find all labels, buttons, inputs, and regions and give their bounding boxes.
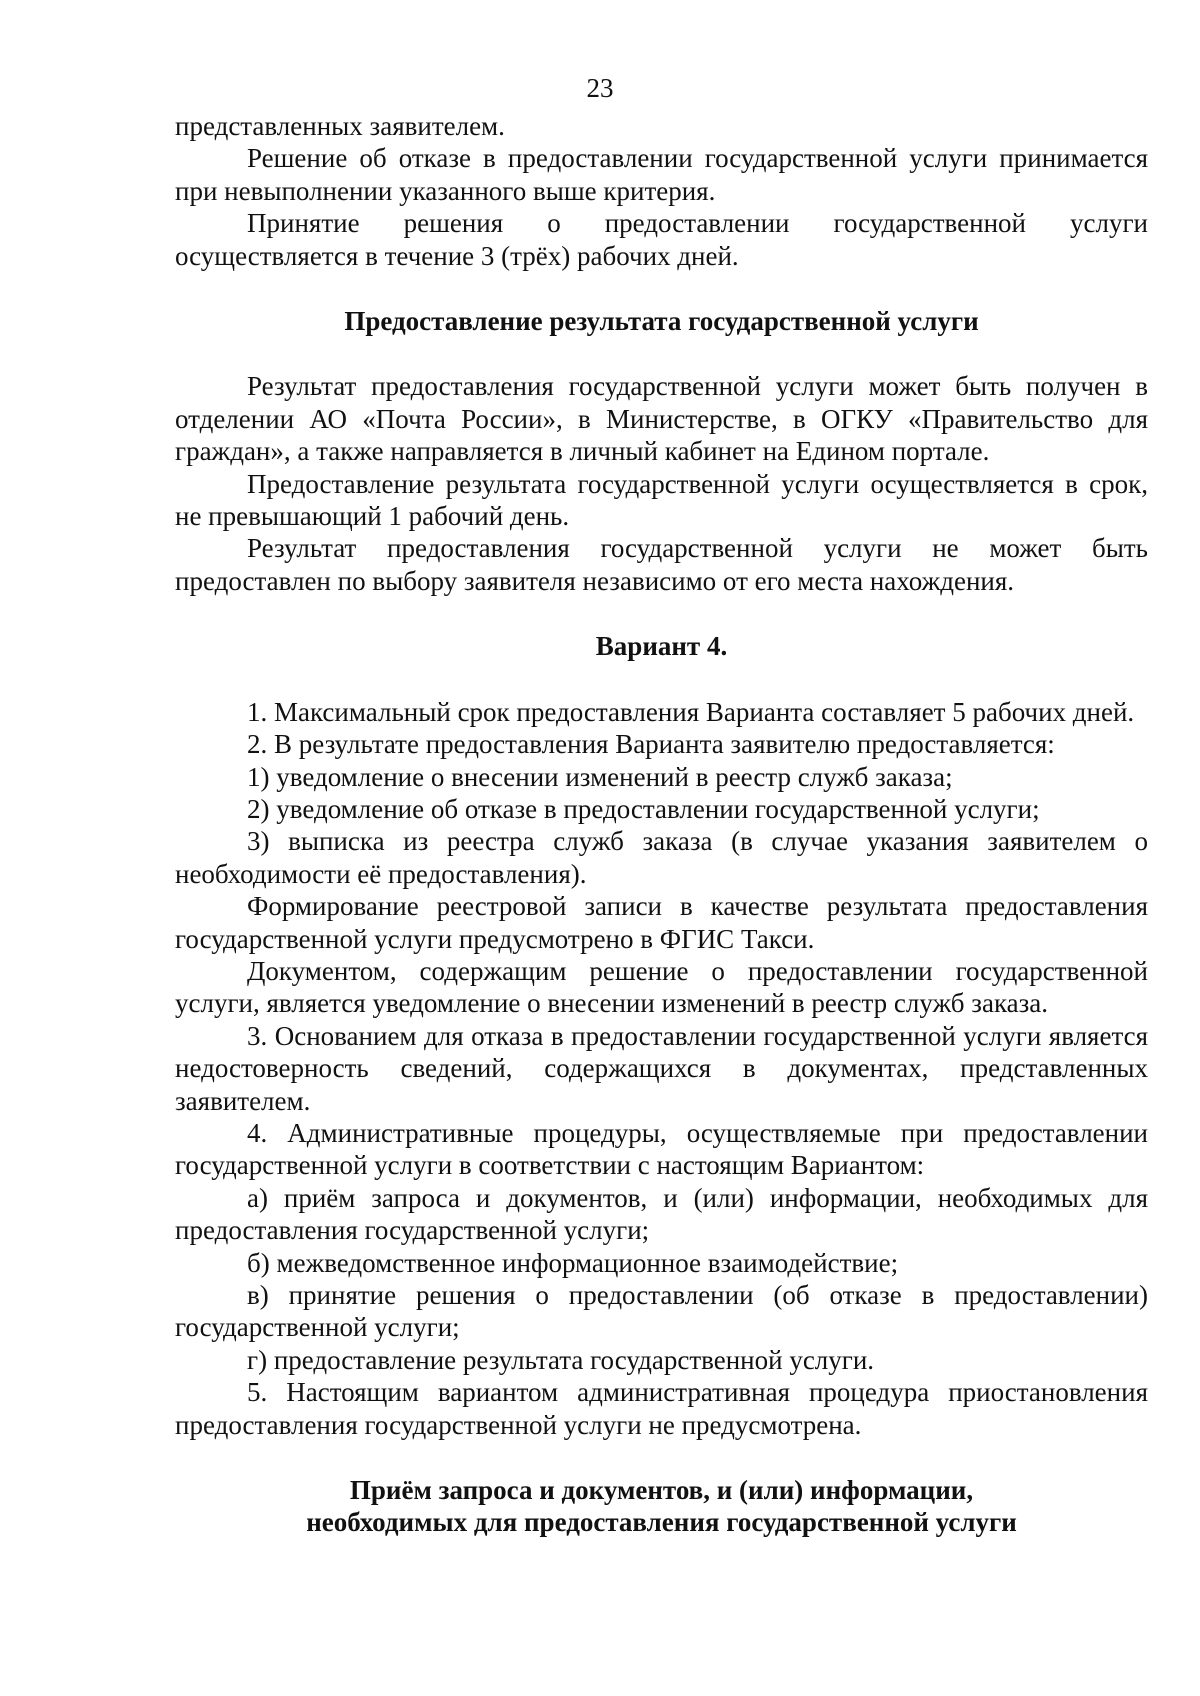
section-heading-reception-line1: Приём запроса и документов, и (или) информации, [349,1475,974,1506]
section-heading-reception-line2: необходимых для предоставления государственной услуги [306,1507,1017,1538]
paragraph: Принятие решения о предоставлении государственной услуги осуществляется в течение 3 (трёх) рабочих дней. [175,208,1148,271]
paragraph: Документом, содержащим решение о предоставлении государственной услуги, является уведомление о внесении изменений в реестр служб заказа. [175,955,1148,1019]
paragraph: 1. Максимальный срок предоставления Варианта составляет 5 рабочих дней. [247,696,1135,727]
page-content [175,110,1148,1539]
list-item: 1) уведомление о внесении изменений в реестр служб заказа; [247,761,953,792]
list-item: 2) уведомление об отказе в предоставлении государственной услуги; [247,793,1040,824]
paragraph: Формирование реестровой записи в качестве результата предоставления государственной услуги предусмотрено в ФГИС Такси. [175,891,1148,954]
paragraph: 3. Основанием для отказа в предоставлении государственной услуги является недостоверность сведений, содержащихся в документах, представленных заявителем. [175,1020,1148,1116]
paragraph: Результат предоставления государственной услуги не может быть предоставлен по выбору заявителя независимо от его места нахождения. [175,533,1148,596]
list-item: б) межведомственное информационное взаимодействие; [247,1247,899,1278]
paragraph: представленных заявителем. [175,111,505,141]
list-item: а) приём запроса и документов, и (или) информации, необходимых для предоставления государственной услуги; [175,1182,1148,1246]
paragraph: 2. В результате предоставления Варианта заявителю предоставляется: [247,729,1055,760]
paragraph: Результат предоставления государственной услуги может быть получен в отделении АО «Почта России», в Министерстве, в ОГКУ «Правительство для граждан», а также направляется в личный кабинет на Едином портале. [175,371,1148,467]
paragraph: Предоставление результата государственной услуги осуществляется в срок, не превышающий 1 рабочий день. [175,468,1148,532]
paragraph: Решение об отказе в предоставлении государственной услуги принимается при невыполнении указанного выше критерия. [175,143,1148,206]
section-heading-reception [175,1474,1148,1539]
paragraph: 5. Настоящим вариантом административная процедура приостановления предоставления государственной услуги не предусмотрена. [175,1377,1148,1440]
list-item: г) предоставление результата государственной услуги. [247,1344,875,1375]
list-item: 3) выписка из реестра служб заказа (в случае указания заявителем о необходимости её предоставления). [175,826,1148,889]
section-heading-result: Предоставление результата государственной услуги [344,306,979,337]
section-heading-variant: Вариант 4. [595,631,728,662]
list-item: в) принятие решения о предоставлении (об отказе в предоставлении) государственной услуги; [175,1280,1148,1343]
page-number: 23 [586,73,614,103]
paragraph: 4. Административные процедуры, осуществляемые при предоставлении государственной услуги в соответствии с настоящим Вариантом: [175,1117,1148,1181]
